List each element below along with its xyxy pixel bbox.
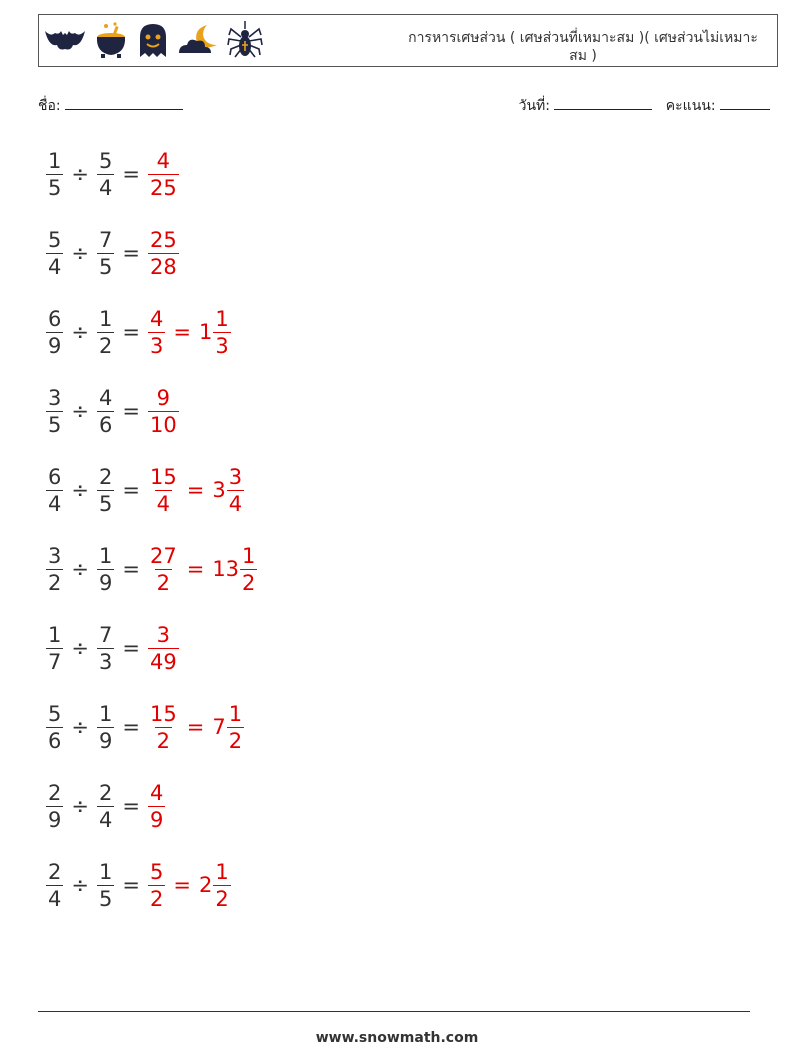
divide-sign: ÷ <box>71 162 89 186</box>
worksheet-title: การหารเศษส่วน ( เศษส่วนที่เหมาะสม )( เศษส่วนไม่เหมาะสม ) <box>408 30 758 64</box>
numerator: 2 <box>48 780 62 805</box>
dividend-fraction <box>46 622 63 675</box>
equals-sign: = <box>122 557 140 581</box>
numerator: 3 <box>228 464 243 489</box>
dividend-fraction <box>46 543 63 596</box>
divide-sign: ÷ <box>71 873 89 897</box>
denominator: 49 <box>149 649 177 674</box>
answer <box>148 701 244 754</box>
equals-sign: = <box>173 873 191 897</box>
equals-sign: = <box>122 715 140 739</box>
problem-row <box>46 695 244 759</box>
equals-sign: = <box>122 320 140 344</box>
equals-sign: = <box>186 715 205 739</box>
problem-row <box>46 537 257 601</box>
divisor-fraction <box>97 306 114 359</box>
numerator: 4 <box>149 306 164 331</box>
denominator: 25 <box>149 175 177 200</box>
denominator: 5 <box>48 175 62 200</box>
problem-row <box>46 774 165 838</box>
numerator: 1 <box>242 543 256 568</box>
divide-sign: ÷ <box>71 636 89 660</box>
dividend-fraction <box>46 227 63 280</box>
answer-fraction <box>148 385 179 438</box>
denominator: 6 <box>48 728 62 753</box>
answer-fraction <box>148 306 165 359</box>
answer <box>148 859 231 912</box>
numerator: 7 <box>98 622 113 647</box>
score-label: คะแนน: <box>665 98 716 114</box>
divisor-fraction <box>97 543 114 596</box>
denominator: 5 <box>98 886 113 911</box>
answer <box>148 780 165 833</box>
numerator: 5 <box>48 701 62 726</box>
numerator: 1 <box>228 701 243 726</box>
divide-sign: ÷ <box>71 715 89 739</box>
moon-cloud-icon <box>177 21 221 57</box>
dividend-fraction <box>46 148 63 201</box>
denominator: 9 <box>48 807 62 832</box>
denominator: 2 <box>215 886 229 911</box>
numerator: 1 <box>98 306 113 331</box>
equals-sign: = <box>122 794 140 818</box>
dividend-fraction <box>46 780 63 833</box>
divisor-fraction <box>97 227 114 280</box>
denominator: 28 <box>149 254 177 279</box>
denominator: 2 <box>156 570 171 595</box>
divisor-fraction <box>97 464 114 517</box>
cauldron-icon <box>93 21 129 59</box>
mixed-fraction <box>240 543 257 596</box>
problem-row <box>46 379 179 443</box>
answer <box>148 385 179 438</box>
numerator: 3 <box>48 385 62 410</box>
equals-sign: = <box>122 636 140 660</box>
numerator: 1 <box>48 148 62 173</box>
divisor-fraction <box>97 622 114 675</box>
denominator: 4 <box>48 886 62 911</box>
denominator: 9 <box>48 333 62 358</box>
answer <box>148 148 179 201</box>
score-blank[interactable] <box>720 97 770 110</box>
equals-sign: = <box>122 873 140 897</box>
denominator: 4 <box>156 491 171 516</box>
mixed-fraction <box>213 306 230 359</box>
numerator: 6 <box>48 464 62 489</box>
answer-fraction <box>148 780 165 833</box>
numerator: 27 <box>149 543 177 568</box>
answer <box>148 464 244 517</box>
problem-row <box>46 853 231 917</box>
numerator: 1 <box>215 306 229 331</box>
dividend-fraction <box>46 859 63 912</box>
numerator: 4 <box>98 385 113 410</box>
answer <box>148 306 231 359</box>
divide-sign: ÷ <box>71 478 89 502</box>
mixed-fraction <box>227 701 244 754</box>
spider-icon <box>227 21 263 61</box>
denominator: 3 <box>98 649 113 674</box>
divide-sign: ÷ <box>71 557 89 581</box>
denominator: 9 <box>149 807 164 832</box>
numerator: 1 <box>98 543 113 568</box>
denominator: 4 <box>98 175 113 200</box>
mixed-fraction <box>227 464 244 517</box>
mixed-whole: 3 <box>212 478 226 502</box>
answer <box>148 227 179 280</box>
numerator: 5 <box>48 227 62 252</box>
divisor-fraction <box>97 859 114 912</box>
denominator: 2 <box>242 570 256 595</box>
denominator: 2 <box>98 333 113 358</box>
mixed-whole: 2 <box>198 873 213 897</box>
date-blank[interactable] <box>554 97 652 110</box>
denominator: 2 <box>149 886 164 911</box>
divisor-fraction <box>97 385 114 438</box>
answer-fraction <box>148 464 179 517</box>
worksheet-header <box>38 14 778 67</box>
date-label: วันที่: <box>518 98 550 114</box>
denominator: 7 <box>48 649 62 674</box>
denominator: 2 <box>48 570 62 595</box>
equals-sign: = <box>122 399 140 423</box>
denominator: 3 <box>149 333 164 358</box>
denominator: 4 <box>98 807 113 832</box>
bat-icon <box>43 21 87 55</box>
name-label: ชื่อ: <box>38 98 61 114</box>
dividend-fraction <box>46 701 63 754</box>
problem-row <box>46 300 231 364</box>
numerator: 2 <box>98 464 113 489</box>
numerator: 1 <box>215 859 229 884</box>
mixed-fraction <box>213 859 230 912</box>
answer-fraction <box>148 227 179 280</box>
name-field <box>38 95 183 117</box>
numerator: 4 <box>156 148 171 173</box>
denominator: 9 <box>98 570 113 595</box>
divide-sign: ÷ <box>71 241 89 265</box>
problem-row <box>46 458 244 522</box>
numerator: 1 <box>98 859 113 884</box>
numerator: 6 <box>48 306 62 331</box>
mixed-whole: 1 <box>198 320 213 344</box>
divide-sign: ÷ <box>71 320 89 344</box>
denominator: 5 <box>98 491 113 516</box>
denominator: 2 <box>228 728 243 753</box>
denominator: 2 <box>156 728 171 753</box>
answer-fraction <box>148 859 165 912</box>
numerator: 1 <box>48 622 62 647</box>
numerator: 3 <box>48 543 62 568</box>
dividend-fraction <box>46 306 63 359</box>
denominator: 5 <box>48 412 62 437</box>
mixed-whole: 7 <box>212 715 226 739</box>
divisor-fraction <box>97 701 114 754</box>
numerator: 4 <box>149 780 164 805</box>
denominator: 3 <box>215 333 229 358</box>
mixed-whole: 13 <box>212 557 240 581</box>
numerator: 15 <box>149 464 177 489</box>
answer-fraction <box>148 148 179 201</box>
numerator: 5 <box>149 859 164 884</box>
denominator: 4 <box>48 491 62 516</box>
answer-fraction <box>148 622 179 675</box>
answer <box>148 543 257 596</box>
divisor-fraction <box>97 780 114 833</box>
numerator: 25 <box>149 227 177 252</box>
name-blank[interactable] <box>65 97 183 110</box>
denominator: 6 <box>98 412 113 437</box>
numerator: 15 <box>149 701 177 726</box>
divide-sign: ÷ <box>71 399 89 423</box>
denominator: 4 <box>228 491 243 516</box>
numerator: 2 <box>98 780 113 805</box>
equals-sign: = <box>122 241 140 265</box>
footer-divider <box>38 1011 750 1012</box>
numerator: 2 <box>48 859 62 884</box>
answer-fraction <box>148 543 179 596</box>
denominator: 4 <box>48 254 62 279</box>
dividend-fraction <box>46 464 63 517</box>
problem-row <box>46 616 179 680</box>
numerator: 5 <box>98 148 113 173</box>
ghost-icon <box>135 21 171 59</box>
answer-fraction <box>148 701 179 754</box>
halloween-icons <box>43 21 263 61</box>
equals-sign: = <box>122 478 140 502</box>
footer-url: www.snowmath.com <box>315 1030 479 1046</box>
equals-sign: = <box>122 162 140 186</box>
divisor-fraction <box>97 148 114 201</box>
denominator: 9 <box>98 728 113 753</box>
denominator: 5 <box>98 254 113 279</box>
numerator: 1 <box>98 701 113 726</box>
numerator: 3 <box>156 622 171 647</box>
numerator: 7 <box>98 227 113 252</box>
problem-row <box>46 221 179 285</box>
equals-sign: = <box>186 557 205 581</box>
equals-sign: = <box>186 478 205 502</box>
dividend-fraction <box>46 385 63 438</box>
answer <box>148 622 179 675</box>
numerator: 9 <box>156 385 171 410</box>
denominator: 10 <box>149 412 177 437</box>
problem-row <box>46 142 179 206</box>
divide-sign: ÷ <box>71 794 89 818</box>
equals-sign: = <box>173 320 191 344</box>
date-score-fields <box>519 95 770 117</box>
